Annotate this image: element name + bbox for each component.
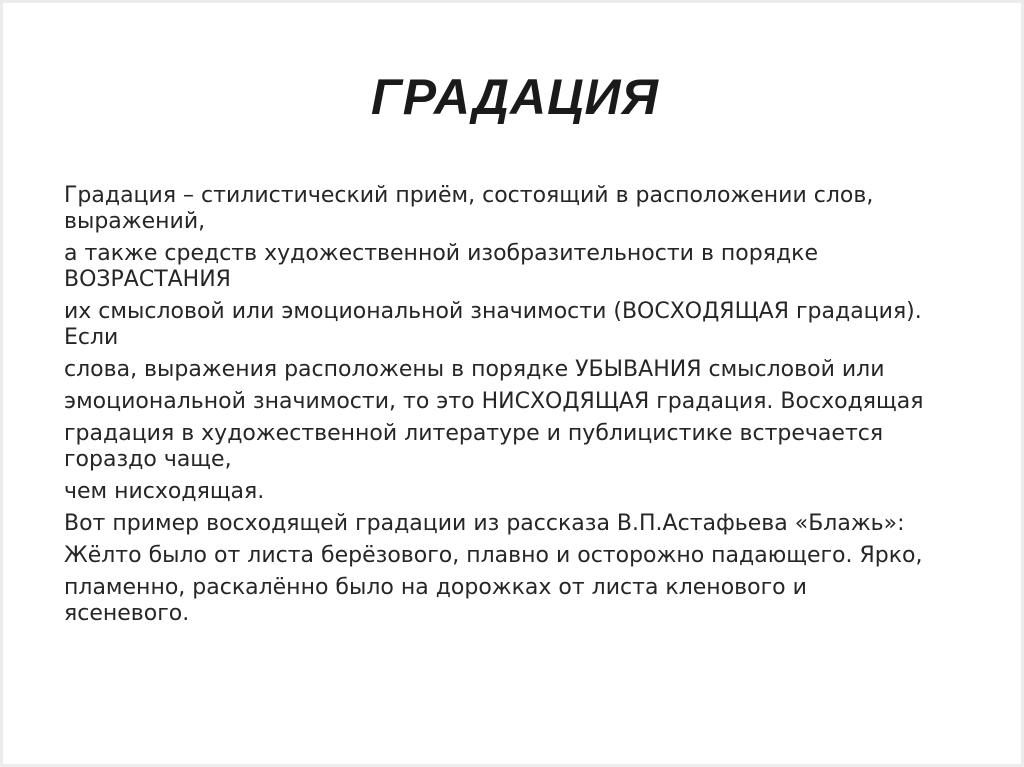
body-paragraph-5: эмоциональной значимости, то это НИСХОДЯЩАЯ градация. Восходящая [64, 389, 924, 414]
body-paragraph-7: чем нисходящая. [64, 479, 265, 504]
body-paragraph-2: а также средств художественной изобразительности в порядке ВОЗРАСТАНИЯ [64, 241, 819, 292]
slide-title: ГРАДАЦИЯ [371, 69, 659, 125]
body-paragraph-8: Вот пример восходящей градации из рассказа В.П.Астафьева «Блажь»: [64, 511, 905, 536]
body-paragraph-6: градация в художественной литературе и публицистике встречается гораздо чаще, [64, 421, 884, 472]
body-paragraph-1: Градация – стилистический приём, состоящий в расположении слов, выражений, [64, 183, 874, 234]
body-paragraph-3: их смысловой или эмоциональной значимости (ВОСХОДЯЩАЯ градация). Если [64, 299, 922, 350]
body-paragraph-10: пламенно, раскалённо было на дорожках от листа кленового и ясеневого. [64, 575, 807, 626]
body-paragraph-9: Жёлто было от листа берёзового, плавно и осторожно падающего. Ярко, [64, 543, 923, 568]
slide-body [64, 183, 964, 633]
body-paragraph-4: слова, выражения расположены в порядке УБЫВАНИЯ смысловой или [64, 357, 885, 382]
